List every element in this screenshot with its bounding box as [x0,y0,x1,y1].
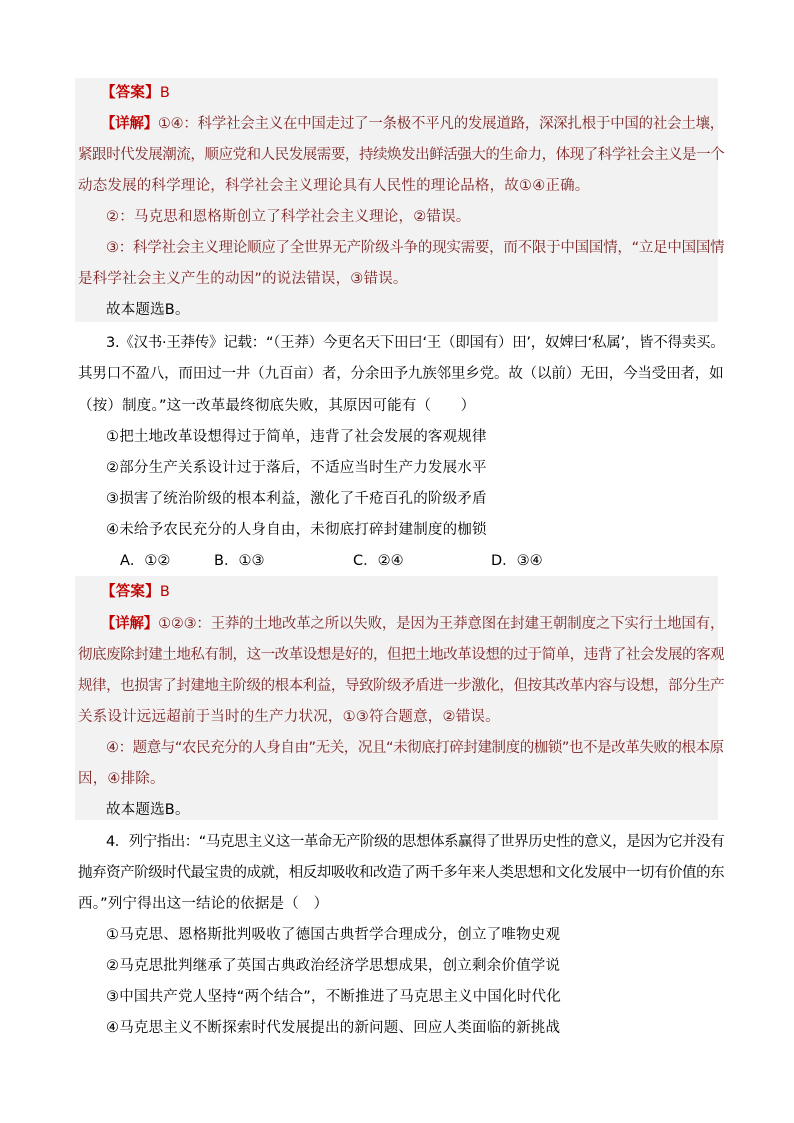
detail-text: ②：马克思和恩格斯创立了科学社会主义理论，②错误。 [106,209,471,225]
answer-block-2 [75,576,718,820]
detail-text: 动态发展的科学理论，科学社会主义理论具有人民性的理论品格，故①④正确。 [78,178,590,194]
answer-tag: 【答案】 [101,584,160,600]
question-3-item: ①把土地改革设想得过于简单，违背了社会发展的客观规律 [106,429,487,445]
choice-d: D．③④ [491,553,543,569]
detail-text: ③：科学社会主义理论顺应了全世界无产阶级斗争的现实需要，而不限于中国国情，“立足中国国情 [106,240,725,256]
question-3-item: ③损害了统治阶级的根本利益，激化了千疮百孔的阶级矛盾 [106,491,487,507]
choice-a: A．①② [120,553,171,569]
conclusion-text: 故本题选B。 [106,802,190,818]
question-3-stem: （按）制度。”这一改革最终彻底失败，其原因可能有（ ） [78,398,476,414]
question-4-item: ②马克思批判继承了英国古典政治经济学思想成果，创立剩余价值学说 [106,958,561,974]
detail-text: 规律，也损害了封建地主阶级的根本利益，导致阶级矛盾进一步激化，但按其改革内容与设想，部分生产 [78,678,725,694]
question-4-item: ③中国共产党人坚持“两个结合”，不断推进了马克思主义中国化时代化 [106,989,561,1005]
question-3-stem: 其男口不盈八，而田过一井（九百亩）者，分余田予九族邻里乡党。故（以前）无田，今当受田者，如 [78,366,724,382]
question-3-item: ④未给予农民充分的人身自由，未彻底打碎封建制度的枷锁 [106,522,487,538]
answer-tag: 【答案】 [101,85,160,101]
detail-text: ④：题意与“农民充分的人身自由”无关，况且“未彻底打碎封建制度的枷锁”也不是改革失败的根本原 [106,740,724,756]
answer-line-1 [101,83,170,103]
detail-text: 关系设计远远超前于当时的生产力状况，①③符合题意，②错误。 [78,709,500,725]
question-4-item: ①马克思、恩格斯批判吸收了德国古典哲学合理成分，创立了唯物史观 [106,927,561,943]
question-4-stem: 抛弃资产阶级时代最宝贵的成就，相反却吸收和改造了两千多年来人类思想和文化发展中一切有价值的东 [78,865,725,881]
answer-value: B [159,85,170,101]
question-4-item: ④马克思主义不断探索时代发展提出的新问题、回应人类面临的新挑战 [106,1020,561,1036]
detail-text: ①④：科学社会主义在中国走过了一条极不平凡的发展道路，深深扎根于中国的社会土壤， [157,116,725,132]
choice-b: B．①③ [214,553,265,569]
detail-text: 紧跟时代发展潮流，顺应党和人民发展需要，持续焕发出鲜活强大的生命力，体现了科学社会主义是一个 [78,147,725,163]
detail-line-2 [101,614,724,634]
detail-text: ①②③：王莽的土地改革之所以失败，是因为王莽意图在封建王朝制度之下实行土地国有， [158,616,725,632]
question-3-stem: 3.《汉书·王莽传》记载：“（王莽）今更名天下田曰‘王（即国有）田’，奴婢曰‘私属’，皆不得卖买。 [106,335,725,351]
detail-text: 彻底废除封建土地私有制，这一改革设想是好的，但把土地改革设想的过于简单，违背了社会发展的客观 [78,647,725,663]
question-3-item: ②部分生产关系设计过于落后，不适应当时生产力发展水平 [106,460,487,476]
answer-value: B [159,584,170,600]
detail-line-1 [101,114,724,134]
detail-tag: 【详解】 [101,616,159,632]
detail-text: 因，④排除。 [78,771,165,787]
choice-c: C．②④ [353,553,404,569]
conclusion-text: 故本题选B。 [106,302,190,318]
detail-text: 是科学社会主义产生的动因”的说法错误，③错误。 [78,271,408,287]
answer-line-2 [101,582,170,602]
question-4-stem: 4．列宁指出：“马克思主义这一革命无产阶级的思想体系赢得了世界历史性的意义，是因为它并没有 [106,834,725,850]
question-4-stem: 西。”列宁得出这一结论的依据是（ ） [78,896,329,912]
detail-tag: 【详解】 [101,116,158,132]
